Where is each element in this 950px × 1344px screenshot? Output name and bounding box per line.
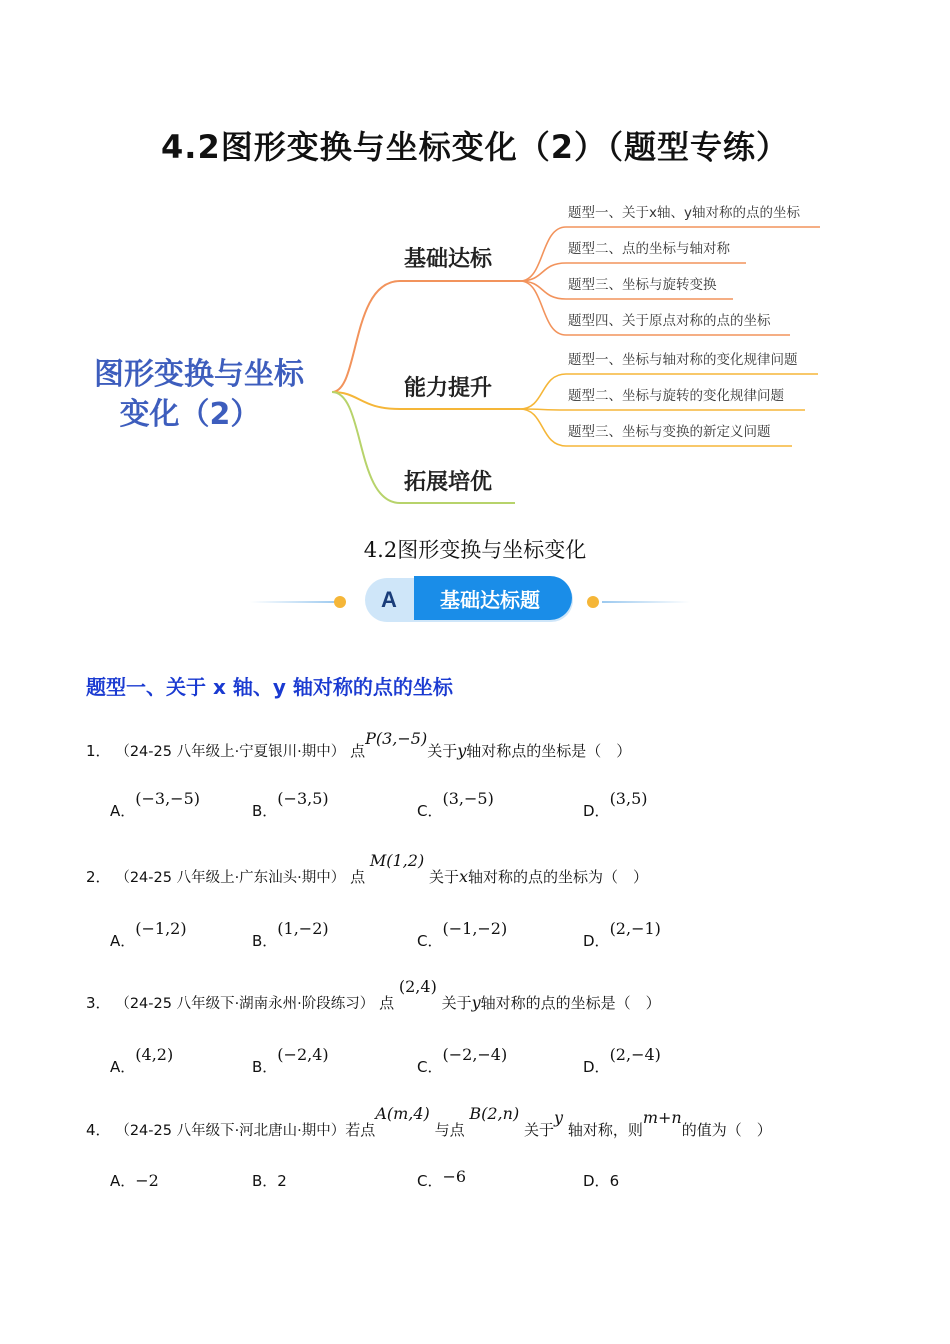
option-value: (1,−2) — [277, 919, 329, 938]
question-math: m+n — [642, 1108, 682, 1127]
question-text: 关于 — [427, 742, 458, 760]
banner-dot-right — [587, 596, 599, 608]
option-c[interactable] — [417, 1167, 467, 1191]
mindmap-root-line-2: 变化（2） — [119, 397, 261, 432]
question-text: 关于 — [441, 994, 472, 1012]
banner-letter: A — [381, 587, 397, 612]
banner-label: 基础达标题 — [440, 588, 540, 612]
option-value: (−2,−4) — [442, 1045, 508, 1064]
option-c[interactable] — [417, 789, 494, 821]
option-letter: A． — [110, 802, 136, 820]
option-value: 6 — [609, 1172, 620, 1190]
question-text: 轴对称点的坐标是（ ） — [466, 742, 632, 760]
leaf-label: 题型三、坐标与旋转变换 — [568, 277, 717, 293]
banner-line-left — [250, 601, 338, 603]
question-math: M(1,2) — [369, 851, 425, 870]
question-text: 点 — [379, 994, 395, 1012]
option-letter: B． — [252, 1058, 278, 1076]
option-letter: B． — [252, 1172, 278, 1190]
option-a[interactable] — [110, 1170, 159, 1191]
option-value: (2,−1) — [609, 919, 661, 938]
option-letter: A． — [110, 1058, 136, 1076]
question-text: 点 — [350, 868, 366, 886]
question-text: 若点 — [345, 1121, 376, 1139]
option-letter: B． — [252, 932, 278, 950]
question-source: （24-25 八年级上·广东汕头·期中） — [115, 870, 346, 886]
question-math: (2,4) — [398, 977, 437, 996]
leaf-label: 题型二、点的坐标与轴对称 — [568, 241, 730, 257]
branch-label-basic: 基础达标 — [404, 247, 493, 272]
option-a[interactable] — [110, 919, 187, 951]
option-letter: D． — [583, 1058, 610, 1076]
question-math: B(2,n) — [469, 1104, 520, 1123]
question-number: 3． — [86, 994, 111, 1012]
option-d[interactable] — [583, 1045, 661, 1077]
banner-line-right — [602, 601, 690, 603]
question-math: y — [457, 741, 467, 760]
option-letter: C． — [417, 932, 443, 950]
question-text: 轴对称的点的坐标是（ ） — [480, 994, 661, 1012]
leaf-label: 题型一、关于x轴、y轴对称的点的坐标 — [568, 205, 800, 221]
banner-dot-left — [334, 596, 346, 608]
question-source: （24-25 八年级下·河北唐山·期中） — [115, 1123, 346, 1139]
option-value: (3,5) — [609, 789, 648, 808]
page-title: 4.2图形变换与坐标变化（2）（题型专练） — [161, 128, 789, 166]
leaf-label: 题型三、坐标与变换的新定义问题 — [568, 424, 771, 440]
option-letter: B． — [252, 802, 278, 820]
option-value: −2 — [135, 1171, 159, 1190]
option-value: (−3,−5) — [135, 789, 201, 808]
option-b[interactable] — [252, 1170, 287, 1191]
question-2 — [86, 851, 649, 887]
option-value: (−1,2) — [135, 919, 187, 938]
question-4 — [86, 1104, 772, 1140]
level-banner — [250, 573, 690, 629]
question-source: （24-25 八年级上·宁夏银川·期中） — [115, 744, 346, 760]
option-value: (4,2) — [135, 1045, 174, 1064]
banner-pill-join — [414, 576, 438, 620]
option-value: (3,−5) — [442, 789, 494, 808]
question-math: P(3,−5) — [365, 729, 428, 748]
option-b[interactable] — [252, 919, 329, 951]
option-letter: D． — [583, 932, 610, 950]
mind-map — [0, 195, 950, 515]
question-text: 与点 — [434, 1121, 465, 1139]
option-value: (2,−4) — [609, 1045, 661, 1064]
option-letter: C． — [417, 1172, 443, 1190]
question-math: y — [471, 993, 481, 1012]
option-letter: A． — [110, 932, 136, 950]
question-math: x — [458, 867, 469, 886]
option-value: (−1,−2) — [442, 919, 508, 938]
section-heading: 题型一、关于 x 轴、y 轴对称的点的坐标 — [86, 675, 453, 699]
option-d[interactable] — [583, 789, 648, 821]
option-c[interactable] — [417, 1045, 508, 1077]
option-letter: D． — [583, 1172, 610, 1190]
question-number: 1． — [86, 742, 111, 760]
question-1 — [86, 729, 632, 761]
mindmap-root-line-1: 图形变换与坐标 — [94, 357, 304, 392]
option-c[interactable] — [417, 919, 508, 951]
option-b[interactable] — [252, 789, 329, 821]
option-letter: C． — [417, 802, 443, 820]
leaf-label: 题型四、关于原点对称的点的坐标 — [568, 313, 771, 329]
option-b[interactable] — [252, 1045, 329, 1077]
leaf-connector — [520, 409, 805, 410]
option-value: (−2,4) — [277, 1045, 329, 1064]
option-a[interactable] — [110, 789, 201, 821]
question-3 — [86, 977, 661, 1013]
option-d[interactable] — [583, 1170, 619, 1191]
option-value: (−3,5) — [277, 789, 329, 808]
option-value: 2 — [277, 1172, 287, 1190]
section-subtitle: 4.2图形变换与坐标变化 — [363, 538, 587, 562]
question-text: 关于 — [523, 1121, 554, 1139]
question-text: 的值为（ ） — [681, 1121, 772, 1139]
question-text: 关于 — [428, 868, 459, 886]
question-text: 轴对称的点的坐标为（ ） — [468, 868, 649, 886]
question-source: （24-25 八年级下·湖南永州·阶段练习） — [115, 996, 375, 1012]
question-text: 点 — [350, 742, 366, 760]
question-number: 4． — [86, 1121, 111, 1139]
option-letter: A． — [110, 1172, 136, 1190]
option-letter: D． — [583, 802, 610, 820]
leaf-label: 题型二、坐标与旋转的变化规律问题 — [568, 388, 784, 404]
question-math: A(m,4) — [375, 1104, 430, 1123]
option-letter: C． — [417, 1058, 443, 1076]
branch-label-ability: 能力提升 — [404, 376, 493, 401]
leaf-label: 题型一、坐标与轴对称的变化规律问题 — [568, 352, 798, 368]
question-text: 轴对称，则 — [567, 1121, 643, 1139]
question-number: 2． — [86, 868, 111, 886]
branch-label-extension: 拓展培优 — [404, 470, 493, 495]
question-math: y — [553, 1108, 564, 1127]
option-value: −6 — [442, 1167, 467, 1186]
option-a[interactable] — [110, 1045, 174, 1077]
option-d[interactable] — [583, 919, 661, 951]
